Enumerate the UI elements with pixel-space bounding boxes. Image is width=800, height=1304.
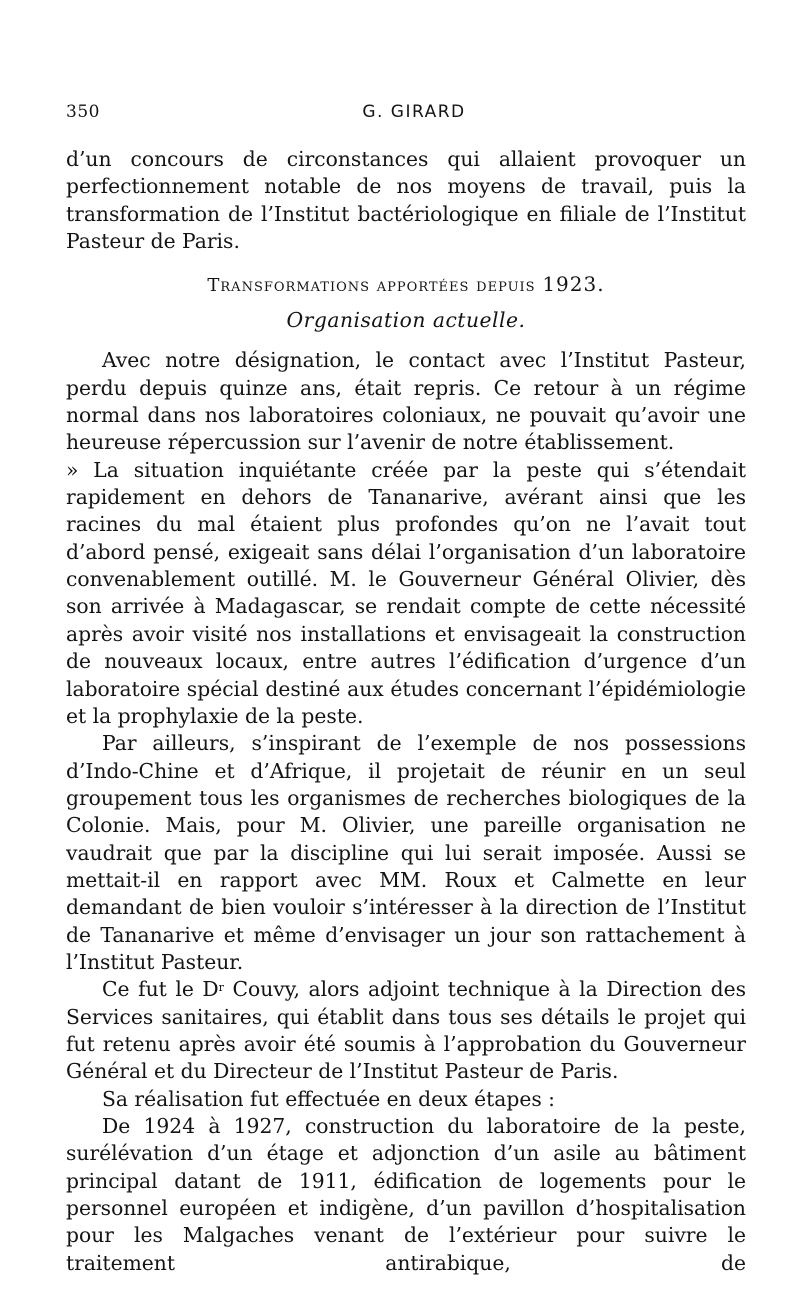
paragraph-text-start: Ce fut le D [102, 977, 219, 1002]
section-heading [66, 269, 746, 299]
section-heading-year: 1923. [542, 272, 605, 297]
page-number: 350 [66, 102, 100, 122]
paragraph [66, 976, 746, 1085]
paragraph: Sa réalisation fut effectuée en deux étapes : [102, 1086, 556, 1111]
subsection-heading: Organisation actuelle. [286, 308, 526, 333]
book-page [66, 0, 746, 1304]
running-title: G. GIRARD [362, 102, 466, 122]
paragraph: De 1924 à 1927, construction du laboratoire de la peste, surélévation d’un étage et adjonction d’un asile au bâtiment principal datant de 1911, édification de logements pour le personnel européen et indigène, d’un pavillon d’hospitalisation pour les Malgaches venant de l’extérieur pour suivre le traitement antirabique, de [66, 1114, 746, 1275]
paragraph-continuation: d’un concours de circonstances qui allaient provoquer un perfectionnement notable de nos moyens de travail, puis la transformation de l’Institut bactériologique en filiale de l’Institut Pasteur de Paris. [66, 147, 746, 254]
running-head [66, 102, 746, 128]
superscript-abbrev: r [218, 981, 224, 995]
paragraph: » La situation inquiétante créée par la peste qui s’étendait rapidement en dehors de Tananarive, avérant ainsi que les racines du mal étaient plus profondes qu’on ne l’avait tout d’abord pensé, exigeait sans délai l’organisation d’un laboratoire convenablement outillé. M. le Gouverneur Général Olivier, dès son arrivée à Madagascar, se rendait compte de cette nécessité après avoir visité nos installations et envisageait la construction de nouveaux locaux, entre autres l’édification d’urgence d’un laboratoire spécial destiné aux études concernant l’épidémiologie et la prophylaxie de la peste. [66, 457, 746, 728]
section-heading-text: Transformations apportées depuis [207, 275, 536, 297]
body-text [66, 146, 746, 1277]
paragraph: Par ailleurs, s’inspirant de l’exemple de nos possessions d’Indo-Chine et d’Afrique, il projetait de réunir en un seul groupement tous les organismes de recherches biologiques de la Colonie. Mais, pour M. Olivier, une pareille organisation ne vaudrait que par la discipline qui lui serait imposée. Aussi se mettait-il en rapport avec MM. Roux et Calmette en leur demandant de bien vouloir s’intéresser à la direction de l’Institut de Tananarive et même d’envisager un jour son rattachement à l’Institut Pasteur. [66, 731, 746, 974]
paragraph-text-rest: Couvy, alors adjoint technique à la Direction des Services sanitaires, qui établit dans tous ses détails le projet qui fut retenu après avoir été soumis à l’approbation du Gouverneur Général et du Directeur de l’Institut Pasteur de Paris. [66, 977, 746, 1084]
paragraph: Avec notre désignation, le contact avec l’Institut Pasteur, perdu depuis quinze ans, était repris. Ce retour à un régime normal dans nos laboratoires coloniaux, ne pouvait qu’avoir une heureuse répercussion sur l’avenir de notre établissement. [66, 348, 746, 455]
